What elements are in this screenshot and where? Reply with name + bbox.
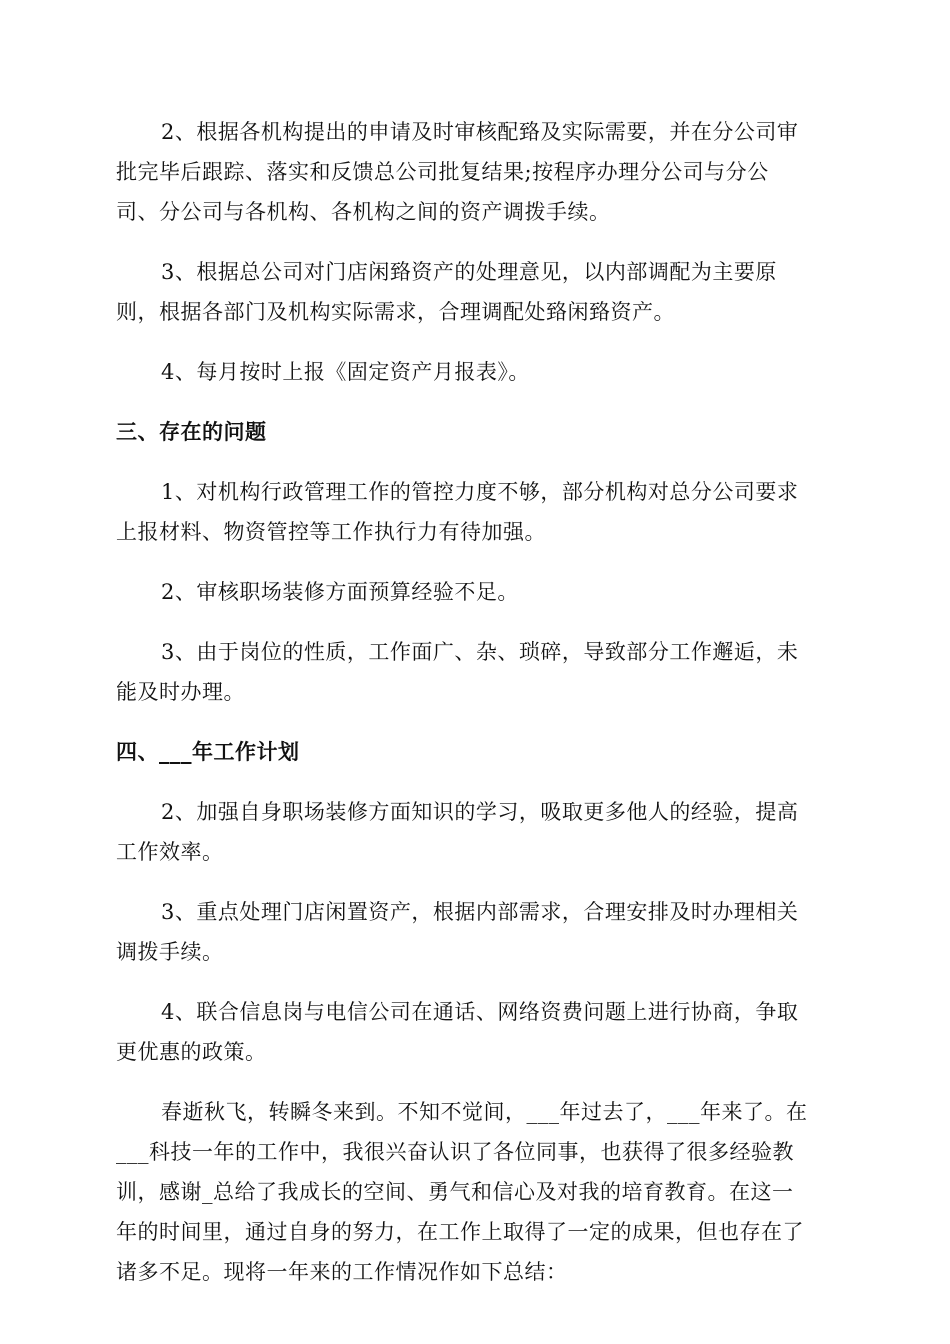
- text-line: 能及时办理。: [116, 680, 245, 704]
- paragraph-closing-summary: [116, 1092, 836, 1292]
- text-line: 批完毕后跟踪、落实和反馈总公司批复结果;按程序办理分公司与分公: [116, 160, 769, 184]
- paragraph-item-4: [116, 352, 836, 392]
- text-line: 司、分公司与各机构、各机构之间的资产调拨手续。: [116, 200, 611, 224]
- text-line: 4、每月按时上报《固定资产月报表》。: [161, 360, 530, 384]
- paragraph-problem-3: [116, 632, 836, 712]
- text-line: 春逝秋飞，转瞬冬来到。不知不觉间，___年过去了，___年来了。在: [161, 1100, 808, 1124]
- text-line: 调拨手续。: [116, 940, 224, 964]
- text-line: ___科技一年的工作中，我很兴奋认识了各位同事，也获得了很多经验教: [116, 1140, 794, 1164]
- text-line: 年的时间里，通过自身的努力，在工作上取得了一定的成果，但也存在了: [116, 1220, 804, 1244]
- paragraph-problem-1: [116, 472, 836, 552]
- document-page: [116, 112, 836, 1312]
- text-line: 训，感谢_总给了我成长的空间、勇气和信心及对我的培育教育。在这一: [116, 1180, 794, 1204]
- text-line: 3、重点处理门店闲置资产，根据内部需求，合理安排及时办理相关: [161, 900, 799, 924]
- text-line: 上报材料、物资管控等工作执行力有待加强。: [116, 520, 546, 544]
- text-line: 则，根据各部门及机构实际需求，合理调配处臵闲臵资产。: [116, 300, 675, 324]
- paragraph-item-3: [116, 252, 836, 332]
- text-line: 3、根据总公司对门店闲臵资产的处理意见，以内部调配为主要原: [161, 260, 777, 284]
- text-line: 更优惠的政策。: [116, 1040, 267, 1064]
- paragraph-item-2: [116, 112, 836, 232]
- text-line: 2、根据各机构提出的申请及时审核配臵及实际需要，并在分公司审: [161, 120, 799, 144]
- text-line: 4、联合信息岗与电信公司在通话、网络资费问题上进行协商，争取: [161, 1000, 799, 1024]
- text-line: 工作效率。: [116, 840, 224, 864]
- text-line: 1、对机构行政管理工作的管控力度不够，部分机构对总分公司要求: [161, 480, 799, 504]
- paragraph-problem-2: [116, 572, 836, 612]
- paragraph-plan-4: [116, 992, 836, 1072]
- text-line: 3、由于岗位的性质，工作面广、杂、琐碎，导致部分工作邂逅，未: [161, 640, 799, 664]
- section-heading-work-plan: 四、___年工作计划: [116, 740, 300, 764]
- text-line: 2、审核职场装修方面预算经验不足。: [161, 580, 519, 604]
- paragraph-plan-3: [116, 892, 836, 972]
- text-line: 诸多不足。现将一年来的工作情况作如下总结：: [116, 1260, 568, 1284]
- section-heading-problems: 三、存在的问题: [116, 420, 267, 444]
- paragraph-plan-2: [116, 792, 836, 872]
- text-line: 2、加强自身职场装修方面知识的学习，吸取更多他人的经验，提高: [161, 800, 799, 824]
